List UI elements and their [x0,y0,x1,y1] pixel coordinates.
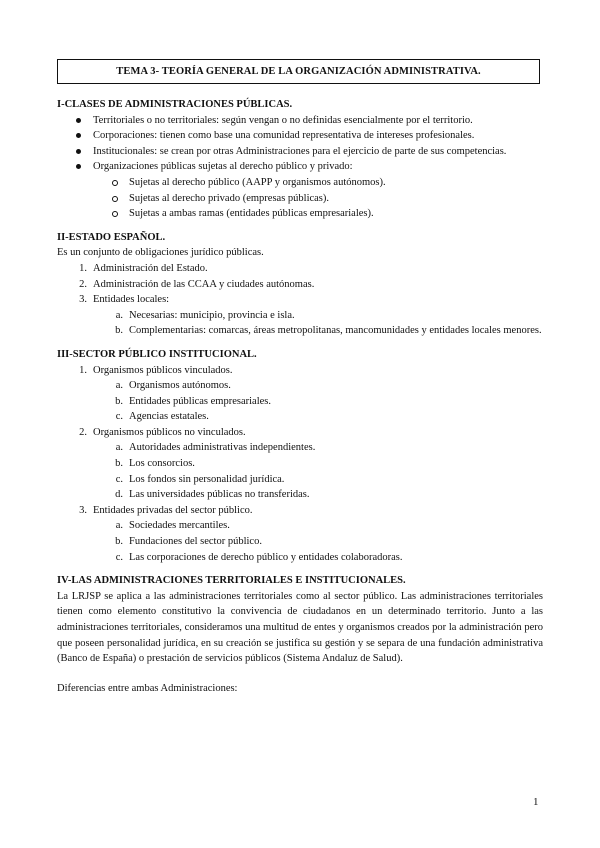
bullet-dot-icon [76,149,81,154]
bullet-dot-icon [76,133,81,138]
list-item: Organizaciones públicas sujetas al derecho público y privado: [57,159,543,175]
section-heading: II-ESTADO ESPAÑOL. [57,231,166,243]
bullet-circle-icon [112,211,118,217]
sub-list-item: a. Sociedades mercantiles. [115,520,230,532]
sub-list-item: c. Agencias estatales. [115,411,209,423]
closing-line: Diferencias entre ambas Administraciones: [57,682,238,694]
sub-list-item: a. Necesarias: municipio, provincia e isla. [115,309,295,321]
list-item: 1. Administración del Estado. [79,262,208,274]
section-estado [57,230,543,339]
sub-list-item: b. Complementarias: comarcas, áreas metropolitanas, mancomunidades y entidades locales menores. [115,325,542,337]
numbered-list [57,261,543,339]
bullet-dot-icon [76,118,81,123]
page-number: 1 [533,796,539,808]
sub-list-item: Sujetas al derecho privado (empresas públicas). [57,191,543,207]
section-intro: Es un conjunto de obligaciones jurídico públicas. [57,247,264,259]
body-paragraph: La LRJSP se aplica a las administraciones territoriales como al sector público. Las administraciones territoriales tienen como elemento constitutivo la convivencia de ciudadanos en un determinado territorio. Junto a las administraciones territoriales, consideramos una multitud de entes y organismos creados por la administración pero que poseen personalidad jurídica, en su creación se justifica su gestión y se separa de una fundación administrativa (Banco de España) o prestación de servicios públicos (Sistema Andaluz de Salud). [57,590,543,665]
sub-list-item: d. Las universidades públicas no transferidas. [115,489,310,501]
section-sector-publico [57,347,543,565]
bullet-circle-icon [112,196,118,202]
bullet-circle-icon [112,180,118,186]
sub-list-item: b. Los consorcios. [115,458,195,470]
section-clases [57,97,543,222]
bullet-list [57,113,543,222]
sub-list-item: Sujetas a ambas ramas (entidades públicas empresariales). [57,206,543,222]
section-heading: I-CLASES DE ADMINISTRACIONES PÚBLICAS. [57,99,293,110]
bullet-dot-icon [76,164,81,169]
sub-list-item: Sujetas al derecho público (AAPP y organismos autónomos). [57,175,543,191]
sub-list-item: b. Entidades públicas empresariales. [115,395,271,407]
sub-list-item: a. Organismos autónomos. [115,380,231,392]
list-item: Corporaciones: tienen como base una comunidad representativa de intereses profesionales. [57,128,543,144]
list-item: Territoriales o no territoriales: según vengan o no definidas esencialmente por el territorio. [57,113,543,129]
section-heading: IV-LAS ADMINISTRACIONES TERRITORIALES E INSTITUCIONALES. [57,575,406,587]
sub-list-item: a. Autoridades administrativas independientes. [115,442,316,454]
list-item: Institucionales: se crean por otras Administraciones para el ejercicio de parte de sus competencias. [57,144,543,160]
list-item: 3. Entidades locales: [79,294,170,306]
list-item: 3. Entidades privadas del sector público. [79,504,253,516]
document-title: TEMA 3- TEORÍA GENERAL DE LA ORGANIZACIÓN ADMINISTRATIVA. [57,59,540,84]
section-territoriales [57,573,543,696]
list-item: 1. Organismos públicos vinculados. [79,364,233,376]
sub-list-item: b. Fundaciones del sector público. [115,536,262,548]
numbered-list [57,363,543,566]
list-item: 2. Administración de las CCAA y ciudades autónomas. [79,278,315,290]
document-body [57,97,543,704]
section-heading: III-SECTOR PÚBLICO INSTITUCIONAL. [57,348,257,360]
sub-list-item: c. Los fondos sin personalidad jurídica. [115,473,285,485]
list-item: 2. Organismos públicos no vinculados. [79,426,246,438]
sub-list-item: c. Las corporaciones de derecho público y entidades colaboradoras. [115,551,403,563]
paragraph-spacer [57,667,543,681]
